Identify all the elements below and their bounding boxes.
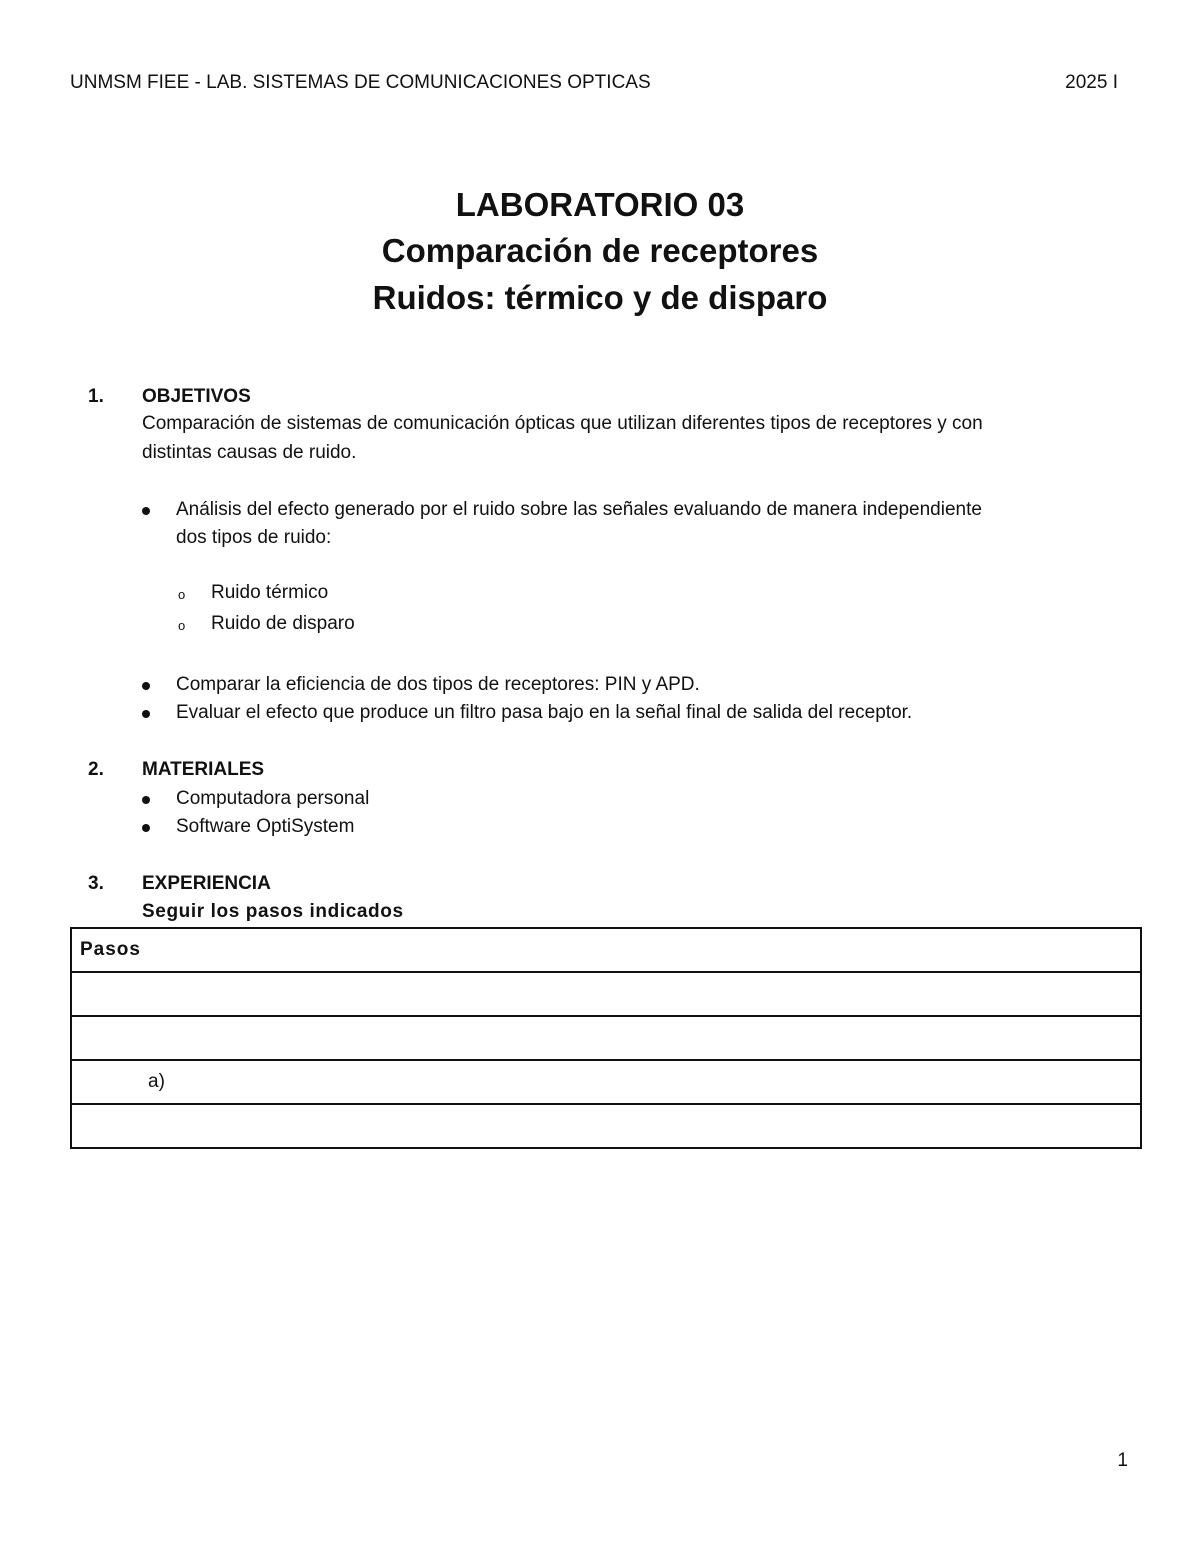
objective-bullet-1-text [176,496,1106,552]
section-3-subtitle: Seguir los pasos indicados [142,901,404,922]
lab-title: LABORATORIO 03 [455,186,745,223]
bullet-icon [142,507,150,515]
table-cell-label: a) [148,1071,165,1092]
table-header-row [71,928,1141,972]
table-row [71,1060,1141,1104]
bullet-icon [142,710,150,718]
objective-bullet-2-text: Comparar la eficiencia de dos tipos de receptores: PIN y APD. [176,674,700,695]
materials-bullet-2-text: Software OptiSystem [176,816,355,837]
table-row [71,1016,1141,1060]
header-semester: 2025 I [1065,72,1118,93]
sub-item-shot-noise: Ruido de disparo [211,613,355,634]
objective-bullet-2 [142,671,1112,699]
sub-bullet-icon: o [178,587,186,602]
objectives-paragraph-line-1: Comparación de sistemas de comunicación ópticas que utilizan diferentes tipos de receptores y con [142,413,983,434]
materials-bullet-1-text: Computadora personal [176,788,370,809]
materials-bullet-2 [142,813,1112,841]
section-1-title: OBJETIVOS [142,386,251,407]
table-cell [71,1104,1141,1148]
lab-subtitle-receivers: Comparación de receptores [381,232,819,269]
objective-bullet-1-line-2: dos tipos de ruido: [176,527,332,548]
objective-bullet-1-line-1: Análisis del efecto generado por el ruido sobre las señales evaluando de manera independiente [176,499,982,520]
objective-bullet-3 [142,699,1112,727]
lab-subtitle-noise: Ruidos: térmico y de disparo [372,279,828,316]
table-cell [71,1016,1141,1060]
materials-bullet-1 [142,785,1112,813]
objective-bullet-3-text: Evaluar el efecto que produce un filtro pasa bajo en la señal final de salida del receptor. [176,702,913,723]
table-header-cell: Pasos [71,928,1141,972]
sub-item-thermal-noise: Ruido térmico [211,582,329,603]
bullet-icon [142,824,150,832]
section-3-number: 3. [88,873,104,894]
section-1-number: 1. [88,386,104,407]
objective-bullet-1 [142,496,1112,556]
table-row [71,1104,1141,1148]
section-2-title: MATERIALES [142,759,265,780]
bullet-icon [142,682,150,690]
table-cell [71,972,1141,1016]
sub-bullet-icon: o [178,618,186,633]
section-2-number: 2. [88,759,104,780]
objectives-paragraph [142,409,1112,467]
steps-table [70,927,1142,1149]
page-number: 1 [1117,1450,1128,1471]
objectives-paragraph-line-2: distintas causas de ruido. [142,442,357,463]
table-cell [71,1060,1141,1104]
section-3-title: EXPERIENCIA [142,873,271,894]
header-course-title: UNMSM FIEE - LAB. SISTEMAS DE COMUNICACIONES OPTICAS [70,72,651,93]
bullet-icon [142,796,150,804]
table-row [71,972,1141,1016]
